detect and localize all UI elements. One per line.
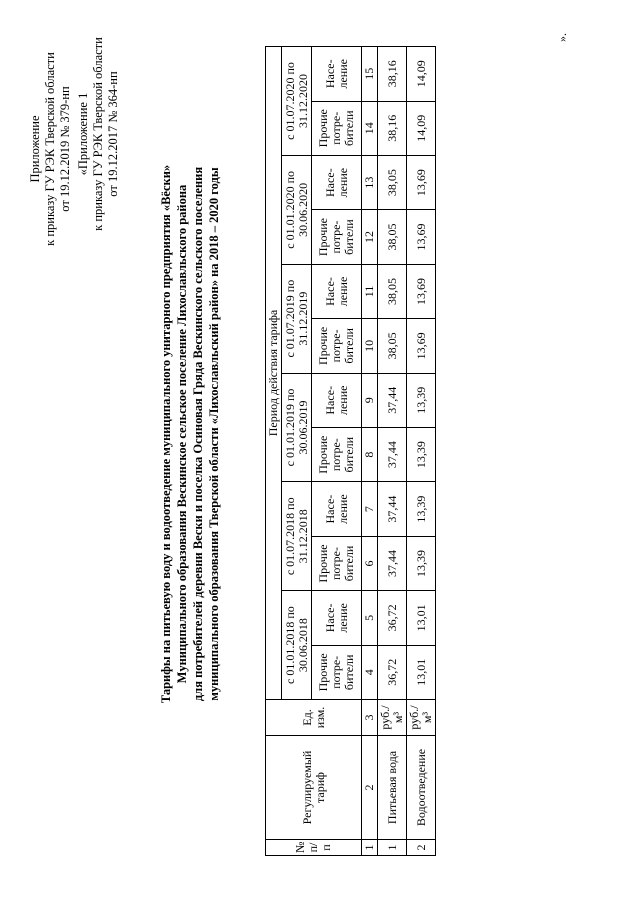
tariff-value: 13,01 [407, 645, 436, 699]
period-header: с 01.07.2019 по 31.12.2019 [282, 264, 312, 373]
header-tariff: Регулируемый тариф [266, 736, 362, 840]
appendix-line: к приказу ГУ РЭК Тверской области [43, 52, 57, 246]
tariff-value: 37,44 [378, 536, 407, 590]
header-population: Насе-ление [312, 482, 362, 536]
tariff-value: 37,44 [378, 373, 407, 427]
appendix-header-new [28, 34, 73, 264]
tariff-value: 13,39 [407, 373, 436, 427]
title-line: Муниципального образования Вескинское сельское поселение Лихославльского района [175, 184, 189, 684]
tariff-value: 38,16 [378, 101, 407, 155]
column-index: 14 [362, 101, 378, 155]
column-index: 13 [362, 155, 378, 209]
column-index: 5 [362, 591, 378, 645]
appendix-line: «Приложение 1 [76, 92, 90, 176]
row-unit: руб./м³ [378, 700, 407, 736]
row-tariff-name: Питьевая вода [378, 736, 407, 840]
column-index: 6 [362, 536, 378, 590]
row-tariff-name: Водоотведение [407, 736, 436, 840]
tariff-value: 13,69 [407, 155, 436, 209]
tariff-value: 38,05 [378, 155, 407, 209]
period-header: с 01.01.2019 по 30.06.2019 [282, 373, 312, 482]
tariff-value: 13,39 [407, 536, 436, 590]
appendix-line: к приказу ГУ РЭК Тверской области [91, 37, 105, 231]
header-other-customers: Прочие потре-бители [312, 319, 362, 373]
appendix-line: от 19.12.2019 № 379-нп [58, 86, 72, 212]
header-other-customers: Прочие потре-бители [312, 210, 362, 264]
column-index: 11 [362, 264, 378, 318]
title-line: муниципального образования Тверской области «Лихославльский район» на 2018 – 2020 годы [207, 167, 221, 701]
title-line: для потребителей деревни Вески и поселка Осиновая Гряда Вескинского сельского поселения [191, 166, 205, 702]
column-index: 4 [362, 645, 378, 699]
appendix-line: Приложение [28, 115, 42, 183]
closing-quote: ». [555, 33, 569, 42]
tariff-value: 14,09 [407, 101, 436, 155]
header-population: Насе-ление [312, 373, 362, 427]
column-index: 3 [362, 700, 378, 736]
table-row [378, 47, 407, 856]
header-population: Насе-ление [312, 264, 362, 318]
row-num: 1 [378, 840, 407, 856]
column-index: 1 [362, 840, 378, 856]
table-row [407, 47, 436, 856]
period-header: с 01.01.2020 по 30.06.2020 [282, 155, 312, 264]
period-header: с 01.07.2018 по 31.12.2018 [282, 482, 312, 591]
tariff-value: 37,44 [378, 427, 407, 481]
tariff-value: 38,16 [378, 47, 407, 102]
tariff-table [265, 46, 436, 856]
tariff-value: 13,69 [407, 319, 436, 373]
column-index: 2 [362, 736, 378, 840]
header-num: № п/п [266, 840, 362, 856]
column-index: 15 [362, 47, 378, 102]
tariff-value: 38,05 [378, 210, 407, 264]
period-header: с 01.01.2018 по 30.06.2018 [282, 591, 312, 700]
column-index: 8 [362, 427, 378, 481]
header-population: Насе-ление [312, 155, 362, 209]
row-num: 2 [407, 840, 436, 856]
header-population: Насе-ление [312, 47, 362, 102]
column-index-row [362, 47, 378, 856]
header-other-customers: Прочие потре-бители [312, 645, 362, 699]
column-index: 10 [362, 319, 378, 373]
tariff-value: 13,69 [407, 264, 436, 318]
appendix-header-old [76, 19, 121, 249]
period-header: с 01.07.2020 по 31.12.2020 [282, 47, 312, 156]
header-other-customers: Прочие потре-бители [312, 101, 362, 155]
appendix-line: от 19.12.2017 № 364-нп [106, 71, 120, 197]
header-population: Насе-ление [312, 591, 362, 645]
column-index: 9 [362, 373, 378, 427]
tariff-value: 13,01 [407, 591, 436, 645]
header-other-customers: Прочие потре-бители [312, 536, 362, 590]
tariff-value: 13,69 [407, 210, 436, 264]
tariff-value: 13,39 [407, 427, 436, 481]
title-line: Тарифы на питьевую воду и водоотведение муниципального унитарного предприятия «Вёски» [159, 164, 173, 704]
tariff-value: 14,09 [407, 47, 436, 102]
header-period: Период действия тарифа [266, 47, 282, 700]
row-unit: руб./м³ [407, 700, 436, 736]
header-unit: Ед. изм. [266, 700, 362, 736]
tariff-value: 36,72 [378, 591, 407, 645]
column-index: 7 [362, 482, 378, 536]
tariff-value: 38,05 [378, 319, 407, 373]
tariff-value: 36,72 [378, 645, 407, 699]
header-other-customers: Прочие потре-бители [312, 427, 362, 481]
tariff-value: 37,44 [378, 482, 407, 536]
tariff-value: 13,39 [407, 482, 436, 536]
column-index: 12 [362, 210, 378, 264]
tariff-value: 38,05 [378, 264, 407, 318]
document-title [158, 74, 222, 794]
